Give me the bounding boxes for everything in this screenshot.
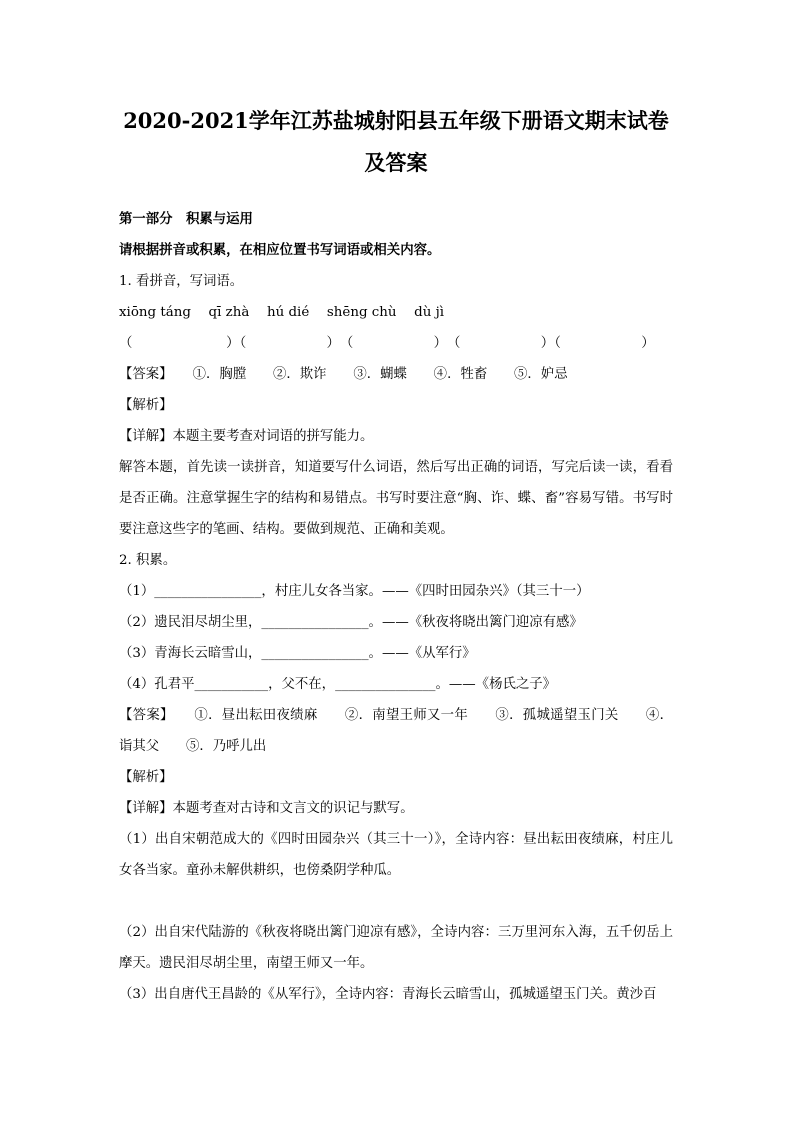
detail-line-2: 【详解】本题考查对古诗和文言文的识记与默写。 bbox=[119, 801, 414, 816]
question-1: 1. 看拼音，写词语。 bbox=[119, 274, 244, 289]
document-body bbox=[119, 204, 673, 1010]
fill-item-1: （1）________________，村庄儿女各当家。——《四时田园杂兴》（其三十一） bbox=[119, 584, 590, 599]
answer-line-1: 【答案】 ①．胸膛 ②．欺诈 ③．蝴蝶 ④．牲畜 ⑤．妒忌 bbox=[119, 367, 568, 382]
poem-explanation-1: （1）出自宋朝范成大的《四时田园杂兴（其三十一）》，全诗内容：昼出耘田夜绩麻，村庄儿女各当家。童孙未解供耕织，也傍桑阴学种瓜。 bbox=[119, 832, 673, 878]
fill-item-4: （4）孔君平___________，父不在，_______________。——《杨氏之子》 bbox=[119, 677, 557, 692]
fill-item-3: （3）青海长云暗雪山，________________。——《从军行》 bbox=[119, 646, 476, 661]
paragraph-gap bbox=[119, 886, 673, 917]
answer-blanks: （ ）（ ） （ ） （ ）（ ） bbox=[119, 336, 655, 351]
analysis-label-1: 【解析】 bbox=[119, 398, 173, 413]
question-2: 2. 积累。 bbox=[119, 553, 177, 568]
section-heading: 第一部分 积累与运用 bbox=[119, 211, 253, 227]
analysis-label-2: 【解析】 bbox=[119, 770, 173, 785]
detail-line-1: 【详解】本题主要考查对词语的拼写能力。 bbox=[119, 429, 374, 444]
poem-explanation-3: （3）出自唐代王昌龄的《从军行》，全诗内容：青海长云暗雪山，孤城遥望玉门关。黄沙百 bbox=[119, 987, 657, 1002]
document-title: 2020-2021学年江苏盐城射阳县五年级下册语文期末试卷及答案 bbox=[123, 108, 669, 175]
explanation-paragraph-1: 解答本题，首先读一读拼音，知道要写什么词语，然后写出正确的词语，写完后读一读，看看是否正确。注意掌握生字的结构和易错点。书写时要注意“胸、诈、蝶、畜”容易写错。书写时要注意这些字的笔画、结构。要做到规范、正确和美观。 bbox=[119, 460, 673, 537]
instruction: 请根据拼音或积累，在相应位置书写词语或相关内容。 bbox=[119, 242, 441, 258]
pinyin-line: xiōng táng qī zhà hú dié shēng chù dù jì bbox=[119, 305, 445, 320]
answer-line-2: 【答案】 ①．昼出耘田夜绩麻 ②．南望王师又一年 ③．孤城遥望玉门关 ④．诣其父 ⑤．乃呼儿出 bbox=[119, 708, 673, 754]
poem-explanation-2: （2）出自宋代陆游的《秋夜将晓出篱门迎凉有感》，全诗内容：三万里河东入海，五千仞岳上摩天。遗民泪尽胡尘里，南望王师又一年。 bbox=[119, 925, 673, 971]
fill-item-2: （2）遗民泪尽胡尘里，________________。——《秋夜将晓出篱门迎凉有感》 bbox=[119, 615, 583, 630]
